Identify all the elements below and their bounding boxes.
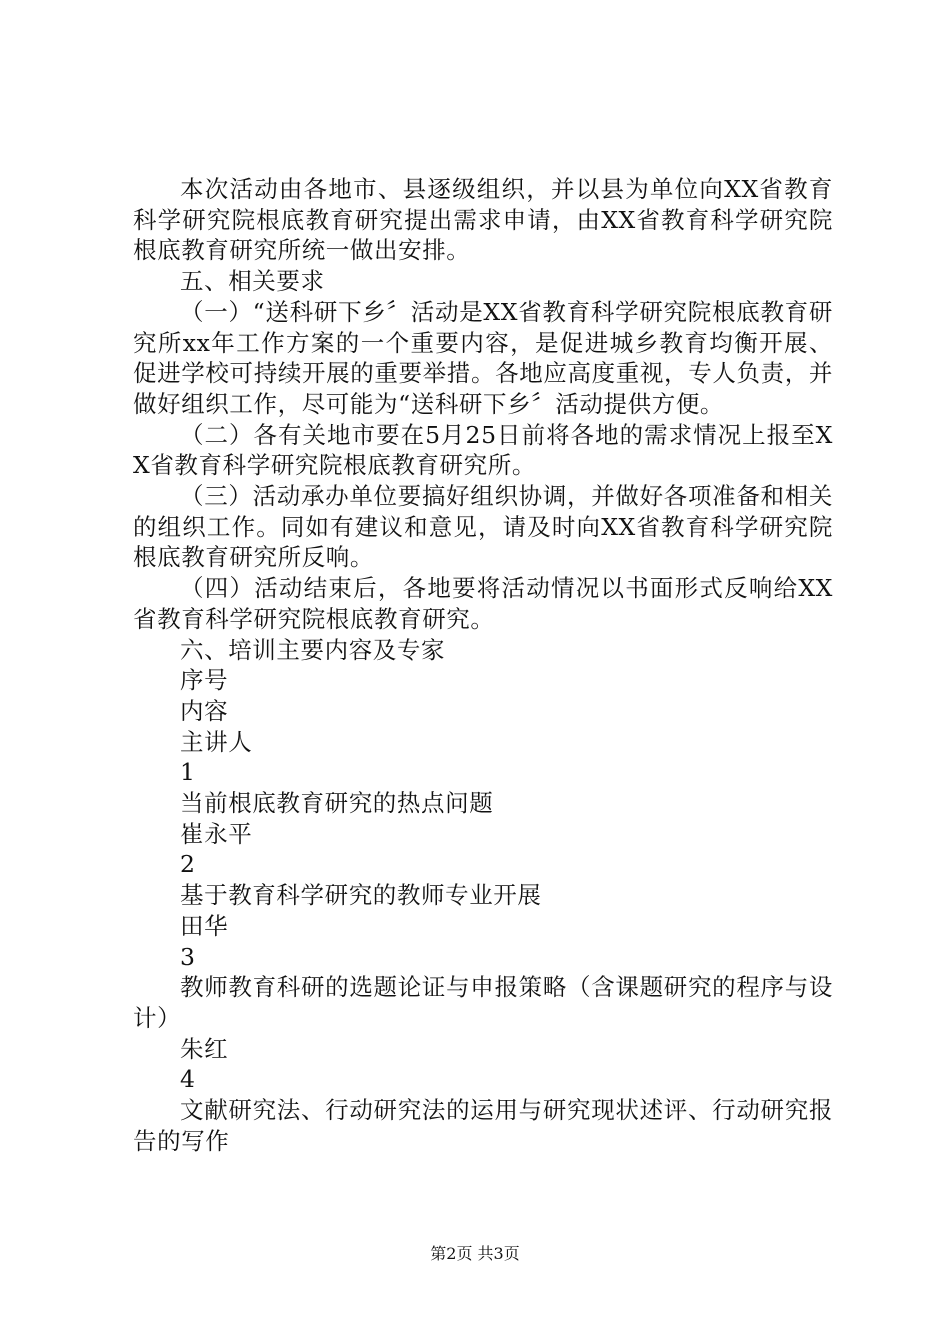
- paragraph-requirement-4: （四）活动结束后，各地要将活动情况以书面形式反响给XX省教育科学研究院根底教育研究。: [133, 574, 833, 633]
- page-footer: [0, 1244, 950, 1264]
- table-cell-speaker-1: 崔永平: [180, 819, 253, 848]
- table-cell-content-3: 教师教育科研的选题论证与申报策略（含课题研究的程序与设计）: [133, 973, 833, 1032]
- section-heading-training: 六、培训主要内容及专家: [180, 635, 446, 664]
- paragraph-requirement-1: （一）“送科研下乡〞活动是XX省教育科学研究院根底教育研究所xx年工作方案的一个重要内容，是促进城乡教育均衡开展、促进学校可持续开展的重要举措。各地应高度重视，专人负责，并做好组织工作，尽可能为“送科研下乡〞活动提供方便。: [133, 297, 833, 418]
- paragraph-requirement-2: （二）各有关地市要在5月25日前将各地的需求情况上报至XX省教育科学研究院根底教育研究所。: [133, 420, 833, 480]
- paragraph-requirement-3: （三）活动承办单位要搞好组织协调，并做好各项准备和相关的组织工作。同如有建议和意见，请及时向XX省教育科学研究院根底教育研究所反响。: [133, 482, 833, 572]
- table-cell-speaker-3: 朱红: [180, 1034, 229, 1063]
- table-header-number: 序号: [180, 666, 229, 695]
- table-cell-number-4: 4: [180, 1065, 196, 1094]
- table-cell-speaker-2: 田华: [180, 911, 229, 940]
- section-heading-requirements: 五、相关要求: [180, 267, 325, 296]
- page-number: 第2页 共3页: [430, 1244, 520, 1263]
- paragraph-activity-organization: 本次活动由各地市、县逐级组织，并以县为单位向XX省教育科学研究院根底教育研究提出需求申请，由XX省教育科学研究院根底教育研究所统一做出安排。: [133, 175, 833, 265]
- table-cell-content-4: 文献研究法、行动研究法的运用与研究现状述评、行动研究报告的写作: [133, 1096, 833, 1155]
- table-cell-number-1: 1: [180, 758, 196, 787]
- document-body: [133, 174, 833, 1157]
- table-cell-number-3: 3: [180, 942, 196, 971]
- table-header-content: 内容: [180, 696, 229, 725]
- table-header-speaker: 主讲人: [180, 727, 253, 756]
- table-cell-number-2: 2: [180, 850, 196, 879]
- table-cell-content-1: 当前根底教育研究的热点问题: [180, 789, 494, 818]
- table-cell-content-2: 基于教育科学研究的教师专业开展: [180, 881, 542, 910]
